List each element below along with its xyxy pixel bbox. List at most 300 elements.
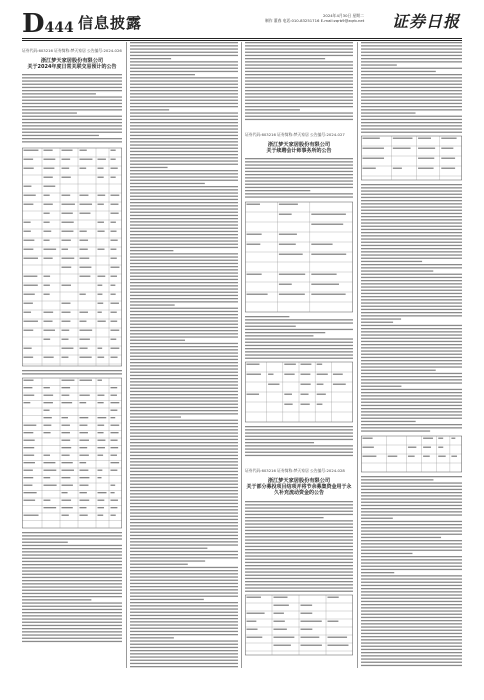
text-line (130, 106, 238, 107)
table-cell (274, 628, 287, 629)
table-cell (80, 294, 86, 295)
table-cell (80, 258, 90, 259)
text-line (245, 529, 353, 530)
table-cell (111, 470, 118, 471)
text-line (245, 316, 289, 317)
text-line (361, 116, 462, 117)
table-cell (274, 620, 285, 621)
text-line (130, 138, 238, 139)
text-line (130, 548, 207, 549)
table-cell (98, 357, 105, 358)
text-line (361, 194, 462, 195)
text-line (130, 487, 238, 488)
text-line (361, 620, 462, 621)
table-cell (80, 462, 87, 463)
table-cell (111, 312, 117, 313)
table-cell (441, 158, 455, 159)
text-line (130, 637, 174, 638)
text-line (130, 314, 238, 315)
text-line (361, 489, 462, 490)
table-cell (44, 276, 51, 277)
text-line (361, 524, 462, 525)
text-line (130, 96, 238, 97)
table-cell (311, 214, 346, 215)
text-line (130, 263, 238, 264)
text-line (361, 479, 433, 480)
text-line (361, 213, 462, 214)
text-line (361, 607, 462, 608)
table-cell (418, 158, 434, 159)
text-line (130, 292, 238, 293)
text-line (245, 165, 353, 166)
text-line (245, 520, 353, 521)
text-line (361, 328, 462, 329)
column-4 (361, 42, 462, 668)
text-line (130, 64, 238, 65)
text-line (245, 545, 353, 546)
text-line (130, 471, 238, 472)
text-line (245, 45, 353, 46)
text-line (361, 418, 462, 419)
text-line (130, 180, 238, 181)
table-cell (111, 492, 115, 493)
text-line (130, 477, 238, 478)
text-line (245, 501, 353, 502)
text-line (130, 231, 238, 232)
text-line (130, 282, 238, 283)
text-line (22, 119, 122, 120)
text-line (130, 557, 238, 558)
text-line (361, 411, 462, 412)
text-line (130, 602, 238, 603)
table-cell (80, 321, 87, 322)
text-line (245, 87, 353, 88)
text-line (130, 525, 238, 526)
text-line (22, 373, 122, 374)
table-cell (80, 339, 90, 340)
text-line (361, 537, 441, 538)
table-cell (111, 485, 116, 486)
table-cell (247, 364, 260, 365)
text-line (22, 628, 122, 629)
table-cell (111, 204, 119, 205)
table-cell (111, 231, 117, 232)
text-line (130, 528, 238, 529)
text-line (130, 420, 238, 421)
text-line (130, 583, 238, 584)
text-line (245, 351, 353, 352)
text-line (361, 521, 462, 522)
table-cell (24, 455, 35, 456)
text-line (245, 455, 353, 456)
text-line (361, 575, 462, 576)
text-line (130, 407, 238, 408)
text-line (130, 279, 238, 280)
text-line (361, 614, 462, 615)
text-line (245, 558, 353, 559)
text-line (361, 550, 462, 551)
text-line (22, 564, 122, 565)
table-cell (80, 515, 88, 516)
text-line (130, 644, 238, 645)
text-line (130, 359, 238, 360)
masthead-rule (22, 38, 462, 39)
announcement-title: 关于2024年度日常关联交易预计的公告 (27, 64, 117, 70)
text-line (130, 164, 238, 165)
text-line (361, 623, 462, 624)
table-cell (111, 195, 120, 196)
text-line (130, 196, 238, 197)
table-cell (247, 612, 265, 613)
table-cell (62, 150, 73, 151)
text-line (130, 663, 238, 664)
table-cell (62, 177, 71, 178)
text-line (245, 565, 353, 566)
text-line (361, 530, 462, 531)
text-line (130, 112, 238, 113)
table-cell (80, 357, 92, 358)
table-cell (24, 485, 33, 486)
table-cell (24, 387, 33, 388)
table-cell (24, 186, 32, 187)
text-line (245, 116, 353, 117)
table-cell (24, 470, 33, 471)
text-line (130, 343, 238, 344)
text-line (245, 335, 313, 336)
table-cell (279, 244, 296, 245)
table-cell (62, 440, 71, 441)
text-line (245, 71, 353, 72)
table-cell (98, 159, 106, 160)
table-cell (284, 364, 296, 365)
text-line (130, 276, 238, 277)
table-cell (98, 294, 103, 295)
table-cell (44, 485, 57, 486)
text-line (22, 97, 122, 98)
table-cell (62, 249, 69, 250)
table-cell (111, 150, 116, 151)
text-line (245, 48, 353, 49)
table-cell (438, 447, 443, 448)
table-cell (423, 447, 431, 448)
text-line (22, 132, 122, 133)
table-cell (62, 168, 70, 169)
table-cell (451, 456, 457, 457)
table-cell (311, 294, 345, 295)
text-line (361, 203, 462, 204)
issue-date: 2024年4月30日 星期二 (323, 13, 364, 18)
text-line (130, 468, 238, 469)
column-divider (126, 42, 127, 668)
table-cell (44, 159, 56, 160)
text-line (361, 527, 462, 528)
text-line (130, 122, 238, 123)
text-line (130, 256, 238, 257)
text-line (361, 184, 462, 185)
text-line (361, 572, 394, 573)
text-line (361, 245, 462, 246)
text-line (361, 306, 462, 307)
text-line (22, 571, 122, 572)
table-cell (274, 596, 288, 597)
text-line (361, 360, 462, 361)
text-line (361, 363, 462, 364)
text-line (22, 606, 122, 607)
announcement-code: 证券代码:603216 证券简称:梦天家居 公告编号:2024-028 (245, 468, 345, 474)
table-cell (62, 470, 75, 471)
text-line (130, 215, 238, 216)
text-line (361, 235, 462, 236)
text-line (361, 379, 462, 380)
table-cell (98, 455, 104, 456)
table-cell (62, 417, 68, 418)
text-line (22, 545, 122, 546)
text-line (245, 332, 325, 333)
table-cell (311, 274, 336, 275)
text-line (245, 106, 353, 107)
table-cell (24, 231, 31, 232)
text-line (130, 119, 238, 120)
text-line (130, 605, 238, 606)
text-line (245, 355, 353, 356)
text-line (130, 560, 205, 561)
table-cell (363, 138, 380, 139)
text-line (245, 119, 353, 120)
text-line (22, 612, 122, 613)
text-line (245, 55, 353, 56)
text-line (361, 543, 462, 544)
table-cell (279, 284, 292, 285)
table-cell (98, 507, 105, 508)
table-cell (62, 231, 74, 232)
text-line (130, 192, 238, 193)
text-line (245, 507, 353, 508)
text-line (130, 535, 238, 536)
table-cell (111, 395, 117, 396)
text-line (130, 490, 238, 491)
table-cell (80, 168, 87, 169)
table-cell (393, 138, 413, 139)
text-line (130, 608, 238, 609)
text-line (130, 506, 238, 507)
text-line (361, 357, 462, 358)
table-cell (274, 636, 295, 637)
table-cell (24, 294, 35, 295)
text-line (130, 260, 238, 261)
table-cell (24, 285, 38, 286)
announcement-code: 证券代码:603216 证券简称:梦天家居 公告编号:2024-026 (22, 48, 122, 53)
text-line (361, 408, 462, 409)
table-cell (274, 612, 284, 613)
text-line (22, 548, 122, 549)
editor-contact: 制作 董春 电话:010-83251716 E-mail:zqrb9@zqrb.net (265, 17, 365, 23)
table-cell (279, 254, 303, 255)
table-cell (98, 380, 102, 381)
text-line (361, 610, 462, 611)
text-line (22, 599, 91, 600)
table-cell (301, 394, 309, 395)
table-cell (44, 500, 51, 501)
text-line (22, 555, 122, 556)
table-cell (62, 357, 69, 358)
text-line (130, 52, 238, 53)
text-line (361, 90, 462, 91)
text-line (361, 386, 401, 387)
table-cell (44, 195, 50, 196)
table-cell (247, 628, 258, 629)
table-cell (98, 515, 104, 516)
table-cell (44, 477, 51, 478)
table-cell (62, 477, 71, 478)
announcement-title: 关于续聘会计师事务所的公告 (266, 148, 332, 154)
table-cell (80, 267, 92, 268)
text-line (361, 601, 462, 602)
text-line (361, 222, 462, 223)
text-line (130, 448, 238, 449)
text-line (245, 168, 353, 169)
text-line (130, 167, 168, 168)
table-cell (44, 150, 53, 151)
table-cell (44, 339, 51, 340)
text-line (361, 373, 462, 374)
table-cell (24, 321, 38, 322)
text-line (245, 536, 353, 537)
text-line (245, 161, 353, 162)
table-cell (98, 168, 104, 169)
text-line (22, 609, 122, 610)
table-cell (317, 374, 328, 375)
table-cell (62, 387, 71, 388)
text-line (130, 618, 238, 619)
text-line (130, 125, 238, 126)
table-cell (408, 447, 416, 448)
text-line (22, 122, 122, 123)
table-cell (62, 159, 71, 160)
text-line (245, 42, 353, 43)
table-cell (363, 148, 384, 149)
text-line (22, 590, 122, 591)
table-cell (24, 303, 33, 304)
table-cell (111, 447, 119, 448)
text-line (130, 429, 238, 430)
text-line (361, 48, 462, 49)
text-line (130, 484, 238, 485)
text-line (130, 445, 238, 446)
text-line (130, 567, 238, 568)
text-line (130, 439, 238, 440)
table-cell (98, 249, 105, 250)
text-line (361, 427, 462, 428)
table-cell (62, 321, 71, 322)
table-cell (279, 234, 297, 235)
text-line (361, 206, 462, 207)
text-line (130, 647, 238, 648)
table-cell (111, 222, 116, 223)
text-line (361, 395, 462, 396)
text-line (130, 640, 238, 641)
table-cell (24, 276, 38, 277)
text-line (361, 338, 462, 339)
text-line (22, 535, 122, 536)
text-line (130, 135, 238, 136)
table-cell (44, 387, 50, 388)
table-cell (62, 195, 71, 196)
text-line (245, 158, 353, 159)
text-line (130, 77, 238, 78)
table-cell (62, 500, 72, 501)
table-cell (80, 249, 88, 250)
table-cell (44, 240, 50, 241)
table-cell (62, 402, 73, 403)
text-line (245, 510, 353, 511)
text-line (361, 74, 462, 75)
text-line (361, 210, 462, 211)
company-name: 浙江梦天家居股份有限公司 (40, 58, 104, 64)
table-cell (98, 432, 104, 433)
table-cell (363, 447, 374, 448)
text-line (245, 100, 353, 101)
text-line (130, 544, 238, 545)
text-line (130, 103, 238, 104)
text-line (130, 413, 238, 414)
table-cell (44, 410, 50, 411)
text-line (130, 509, 238, 510)
table-cell (62, 507, 73, 508)
text-line (361, 229, 462, 230)
announcement-title: 关于部分募投项目结项并将节余募集资金用于永久补充流动资金的公告 (246, 484, 352, 497)
table-cell (80, 447, 88, 448)
text-line (130, 554, 238, 555)
table-cell (80, 492, 87, 493)
text-line (245, 190, 310, 191)
table-cell (62, 222, 74, 223)
text-line (22, 603, 122, 604)
text-line (245, 52, 353, 53)
text-line (130, 452, 238, 453)
text-line (130, 55, 238, 56)
table-cell (451, 438, 455, 439)
table-cell (80, 213, 91, 214)
text-line (361, 604, 462, 605)
table-cell (62, 485, 73, 486)
text-line (245, 58, 325, 59)
text-line (130, 247, 238, 248)
table-cell (24, 402, 31, 403)
text-line (361, 283, 462, 284)
text-line (130, 45, 238, 46)
text-line (130, 189, 238, 190)
table-cell (317, 364, 322, 365)
table-cell (44, 395, 54, 396)
text-line (130, 272, 238, 273)
table-cell (98, 195, 106, 196)
text-line (361, 254, 462, 255)
text-line (130, 538, 238, 539)
text-line (361, 232, 462, 233)
text-line (130, 573, 238, 574)
text-line (130, 237, 238, 238)
text-line (245, 93, 353, 94)
text-line (361, 546, 462, 547)
text-line (22, 113, 77, 114)
text-line (361, 585, 462, 586)
table-cell (438, 438, 443, 439)
text-line (361, 591, 462, 592)
text-line (22, 129, 122, 130)
text-line (22, 638, 122, 639)
table-cell (247, 234, 262, 235)
table-cell (98, 492, 107, 493)
